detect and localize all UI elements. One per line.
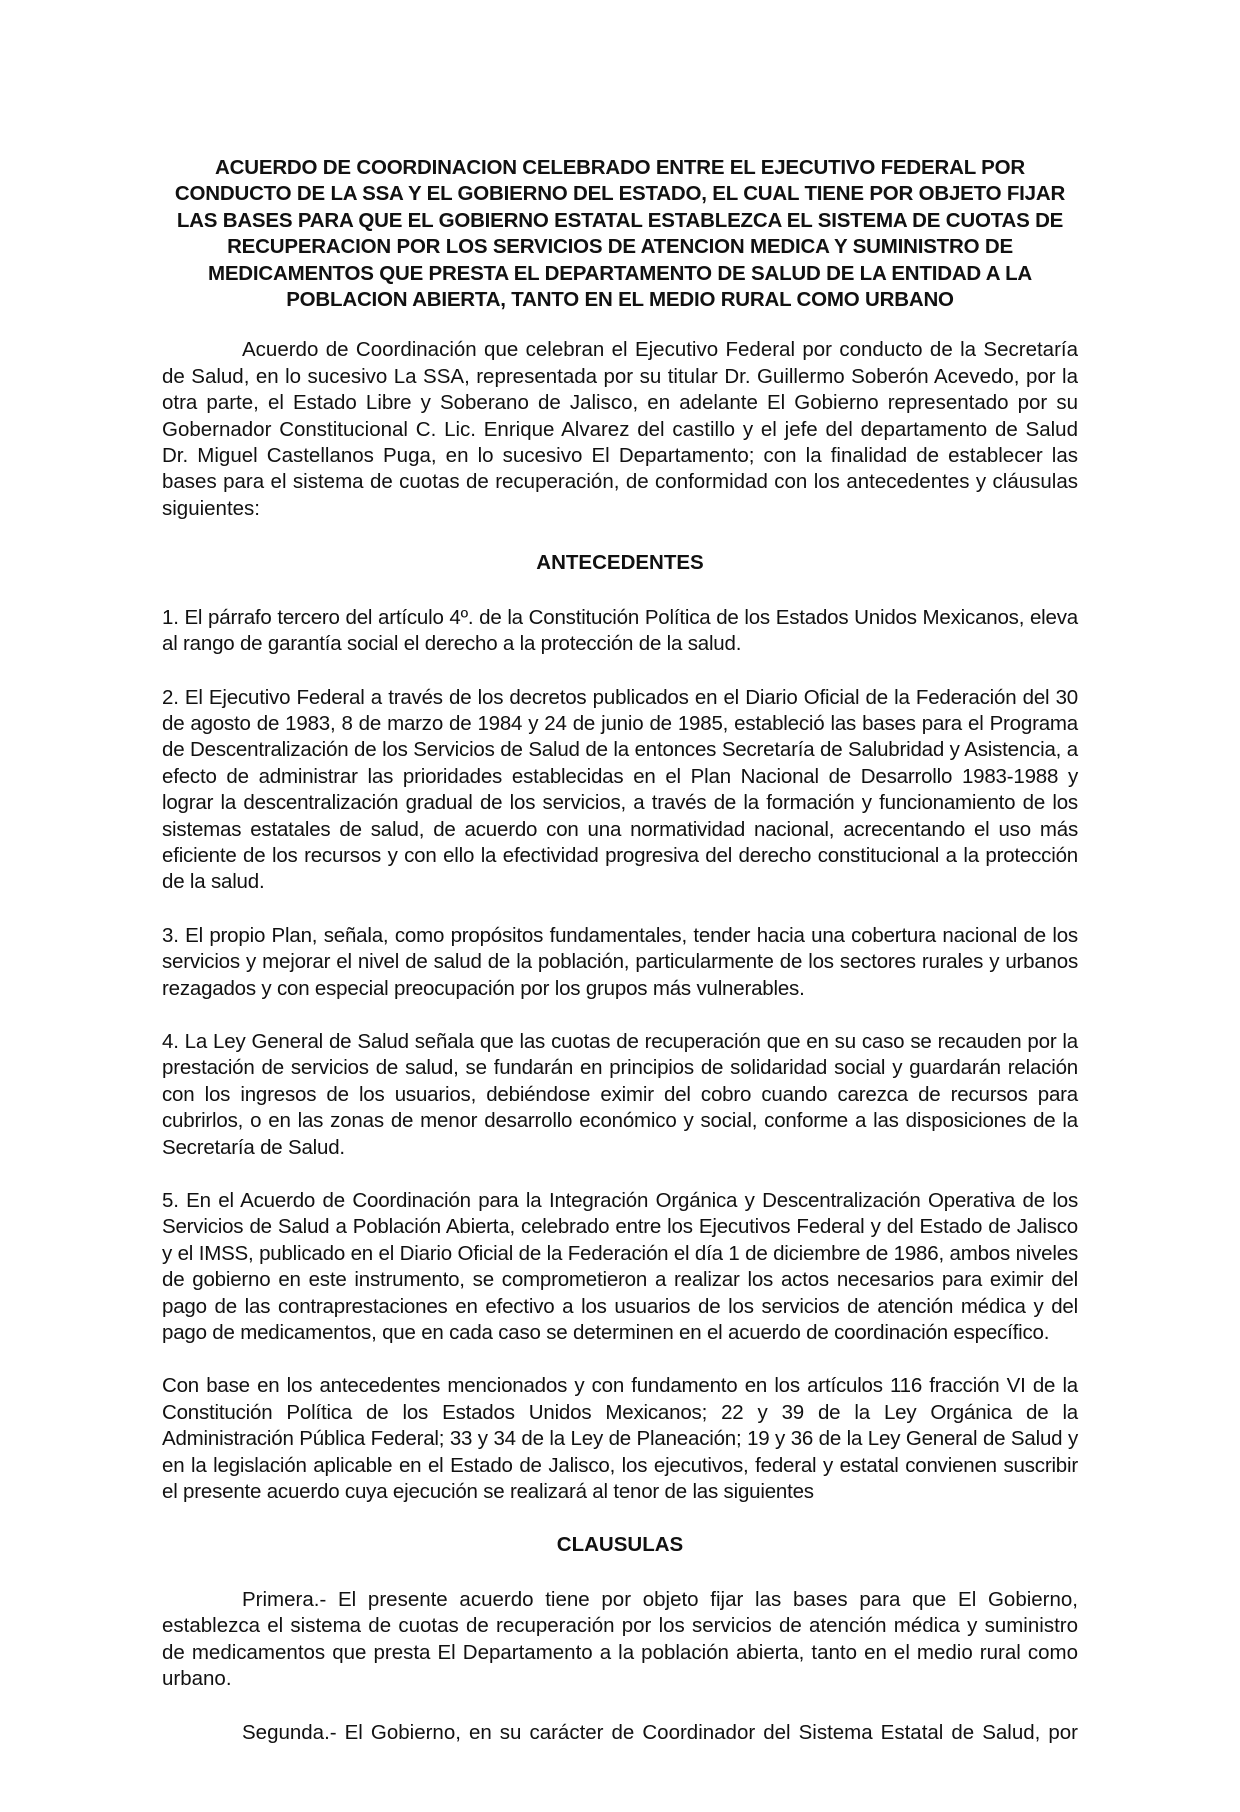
antecedente-2: 2. El Ejecutivo Federal a través de los decretos publicados en el Diario Oficial de la Federación del 30 de agosto de 1983, 8 de marzo de 1984 y 24 de junio de 1985, estableció las bases para el Programa de Descentralización de los Servicios de Salud de la entonces Secretaría de Salubridad y Asistencia, a efecto de administrar las prioridades establecidas en el Plan Nacional de Desarrollo 1983-1988 y lograr la descentralización gradual de los servicios, a través de la formación y funcionamiento de los sistemas estatales de salud, de acuerdo con una normatividad nacional, acrecentando el uso más eficiente de los recursos y con ello la efectividad progresiva del derecho constitucional a la protección de la salud. <box>162 685 1078 894</box>
document-title: ACUERDO DE COORDINACION CELEBRADO ENTRE EL EJECUTIVO FEDERAL POR CONDUCTO DE LA SSA Y EL GOBIERNO DEL ESTADO, EL CUAL TIENE POR OBJETO FIJAR LAS BASES PARA QUE EL GOBIERNO ESTATAL ESTABLEZCA EL SISTEMA DE CUOTAS DE RECUPERACION POR LOS SERVICIOS DE ATENCION MEDICA Y SUMINISTRO DE MEDICAMENTOS QUE PRESTA EL DEPARTAMENTO DE SALUD DE LA ENTIDAD A LA POBLACION ABIERTA, TANTO EN EL MEDIO RURAL COMO URBANO <box>174 156 1066 312</box>
clausula-segunda: Segunda.- El Gobierno, en su carácter de Coordinador del Sistema Estatal de Salud, por <box>242 1720 1078 1744</box>
clausula-primera: Primera.- El presente acuerdo tiene por objeto fijar las bases para que El Gobierno, establezca el sistema de cuotas de recuperación por los servicios de atención médica y suministro de medicamentos que presta El Departamento a la población abierta, tanto en el medio rural como urbano. <box>162 1587 1078 1691</box>
clausulas-heading: CLAUSULAS <box>556 1533 684 1557</box>
fundamento-paragraph: Con base en los antecedentes mencionados y con fundamento en los artículos 116 fracción VI de la Constitución Política de los Estados Unidos Mexicanos; 22 y 39 de la Ley Orgánica de la Administración Pública Federal; 33 y 34 de la Ley de Planeación; 19 y 36 de la Ley General de Salud y en la legislación aplicable en el Estado de Jalisco, los ejecutivos, federal y estatal convienen suscribir el presente acuerdo cuya ejecución se realizará al tenor de las siguientes <box>162 1374 1078 1504</box>
intro-paragraph: Acuerdo de Coordinación que celebran el Ejecutivo Federal por conducto de la Secretaría de Salud, en lo sucesivo La SSA, representada por su titular Dr. Guillermo Soberón Acevedo, por la otra parte, el Estado Libre y Soberano de Jalisco, en adelante El Gobierno representado por su Gobernador Constitucional C. Lic. Enrique Alvarez del castillo y el jefe del departamento de Salud Dr. Miguel Castellanos Puga, en lo sucesivo El Departamento; con la finalidad de establecer las bases para el sistema de cuotas de recuperación, de conformidad con los antecedentes y cláusulas siguientes: <box>162 338 1078 520</box>
antecedente-3: 3. El propio Plan, señala, como propósitos fundamentales, tender hacia una cobertura nacional de los servicios y mejorar el nivel de salud de la población, particularmente de los sectores rurales y urbanos rezagados y con especial preocupación por los grupos más vulnerables. <box>162 923 1078 1000</box>
antecedente-4: 4. La Ley General de Salud señala que las cuotas de recuperación que en su caso se recauden por la prestación de servicios de salud, se fundarán en principios de solidaridad social y guardarán relación con los ingresos de los usuarios, debiéndose eximir del cobro cuando carezca de recursos para cubrirlos, o en las zonas de menor desarrollo económico y social, conforme a las disposiciones de la Secretaría de Salud. <box>162 1029 1078 1159</box>
antecedentes-heading: ANTECEDENTES <box>536 551 704 575</box>
antecedente-5: 5. En el Acuerdo de Coordinación para la Integración Orgánica y Descentralización Operativa de los Servicios de Salud a Población Abierta, celebrado entre los Ejecutivos Federal y del Estado de Jalisco y el IMSS, publicado en el Diario Oficial de la Federación el día 1 de diciembre de 1986, ambos niveles de gobierno en este instrumento, se comprometieron a realizar los actos necesarios para eximir del pago de las contraprestaciones en efectivo a los usuarios de los servicios de atención médica y del pago de medicamentos, que en cada caso se determinen en el acuerdo de coordinación específico. <box>162 1189 1078 1345</box>
antecedente-1: 1. El párrafo tercero del artículo 4º. de la Constitución Política de los Estados Unidos Mexicanos, eleva al rango de garantía social el derecho a la protección de la salud. <box>162 605 1078 656</box>
